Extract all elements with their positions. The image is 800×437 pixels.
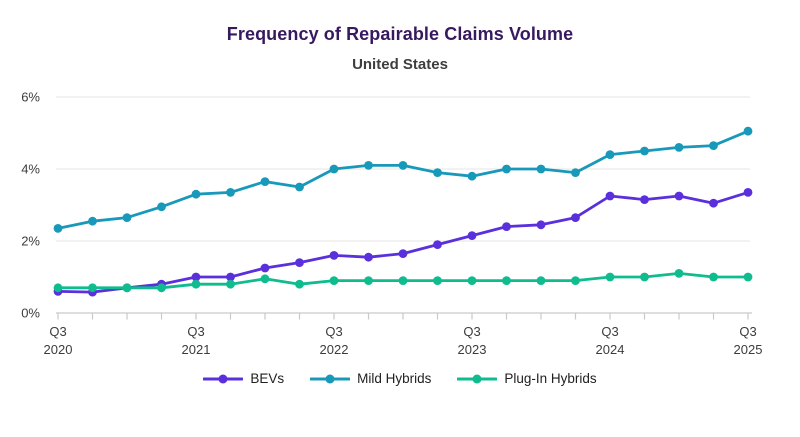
- series-point-mild-hybrids: [606, 150, 615, 159]
- series-point-bevs: [330, 251, 339, 260]
- series-point-mild-hybrids: [54, 224, 63, 233]
- x-tick-label-quarter: Q3: [187, 324, 205, 339]
- series-point-plug-in-hybrids: [88, 283, 97, 292]
- series-point-plug-in-hybrids: [675, 269, 684, 278]
- x-tick-label-year: 2020: [43, 342, 73, 357]
- legend-label-plug-in-hybrids: Plug-In Hybrids: [504, 371, 597, 386]
- series-point-plug-in-hybrids: [571, 276, 580, 285]
- series-point-bevs: [364, 253, 373, 262]
- series-point-plug-in-hybrids: [330, 276, 339, 285]
- series-point-bevs: [571, 213, 580, 222]
- series-point-bevs: [537, 220, 546, 229]
- legend-swatch-icon: [203, 373, 243, 385]
- series-point-plug-in-hybrids: [192, 280, 201, 289]
- series-point-mild-hybrids: [157, 202, 166, 211]
- series-point-mild-hybrids: [502, 165, 511, 174]
- series-point-mild-hybrids: [399, 161, 408, 170]
- series-point-bevs: [399, 249, 408, 258]
- x-tick-label-quarter: Q3: [739, 324, 757, 339]
- series-point-mild-hybrids: [468, 172, 477, 181]
- series-point-bevs: [295, 258, 304, 267]
- series-point-plug-in-hybrids: [433, 276, 442, 285]
- series-point-plug-in-hybrids: [468, 276, 477, 285]
- series-point-plug-in-hybrids: [744, 273, 753, 282]
- series-point-mild-hybrids: [261, 177, 270, 186]
- series-point-plug-in-hybrids: [123, 283, 132, 292]
- series-point-mild-hybrids: [433, 168, 442, 177]
- series-point-plug-in-hybrids: [364, 276, 373, 285]
- y-tick-label: 0%: [21, 305, 40, 321]
- series-point-mild-hybrids: [192, 190, 201, 199]
- series-point-bevs: [709, 199, 718, 208]
- chart-title: Frequency of Repairable Claims Volume: [226, 24, 574, 44]
- series-point-mild-hybrids: [226, 188, 235, 197]
- legend-item-bevs: [203, 371, 284, 386]
- series-point-mild-hybrids: [571, 168, 580, 177]
- series-point-plug-in-hybrids: [226, 280, 235, 289]
- chart-legend: [0, 371, 800, 386]
- x-tick-label-year: 2024: [595, 342, 625, 357]
- series-point-bevs: [675, 192, 684, 201]
- x-tick-label-quarter: Q3: [601, 324, 619, 339]
- series-point-mild-hybrids: [364, 161, 373, 170]
- series-point-mild-hybrids: [709, 141, 718, 150]
- series-point-bevs: [640, 195, 649, 204]
- x-tick-label-quarter: Q3: [325, 324, 343, 339]
- series-line-mild-hybrids: [58, 131, 748, 228]
- series-point-plug-in-hybrids: [537, 276, 546, 285]
- chart-subtitle: United States: [352, 56, 448, 73]
- series-point-bevs: [468, 231, 477, 240]
- series-point-bevs: [502, 222, 511, 231]
- series-point-mild-hybrids: [640, 147, 649, 156]
- series-point-plug-in-hybrids: [157, 283, 166, 292]
- series-point-bevs: [433, 240, 442, 249]
- series-point-plug-in-hybrids: [640, 273, 649, 282]
- series-point-plug-in-hybrids: [606, 273, 615, 282]
- y-tick-label: 6%: [21, 89, 40, 105]
- series-point-mild-hybrids: [675, 143, 684, 152]
- x-tick-label-year: 2025: [733, 342, 763, 357]
- x-tick-label-quarter: Q3: [463, 324, 481, 339]
- series-point-plug-in-hybrids: [261, 274, 270, 283]
- legend-label-mild-hybrids: Mild Hybrids: [357, 371, 432, 386]
- series-point-mild-hybrids: [123, 213, 132, 222]
- series-point-plug-in-hybrids: [709, 273, 718, 282]
- x-tick-label-quarter: Q3: [49, 324, 67, 339]
- series-point-mild-hybrids: [330, 165, 339, 174]
- series-point-plug-in-hybrids: [502, 276, 511, 285]
- series-point-plug-in-hybrids: [399, 276, 408, 285]
- legend-swatch-icon: [457, 373, 497, 385]
- y-tick-label: 2%: [21, 233, 40, 249]
- series-point-mild-hybrids: [88, 217, 97, 226]
- series-point-bevs: [744, 188, 753, 197]
- legend-item-mild-hybrids: [310, 371, 431, 386]
- x-tick-label-year: 2021: [181, 342, 211, 357]
- series-point-mild-hybrids: [295, 183, 304, 192]
- legend-swatch-icon: [310, 373, 350, 385]
- series-point-plug-in-hybrids: [54, 283, 63, 292]
- legend-label-bevs: BEVs: [250, 371, 285, 386]
- legend-item-plug-in-hybrids: [457, 371, 596, 386]
- series-point-bevs: [606, 192, 615, 201]
- x-tick-label-year: 2022: [319, 342, 349, 357]
- series-point-bevs: [261, 264, 270, 273]
- x-tick-label-year: 2023: [457, 342, 487, 357]
- series-point-plug-in-hybrids: [295, 280, 304, 289]
- series-point-mild-hybrids: [537, 165, 546, 174]
- series-point-mild-hybrids: [744, 127, 753, 136]
- y-tick-label: 4%: [21, 161, 40, 177]
